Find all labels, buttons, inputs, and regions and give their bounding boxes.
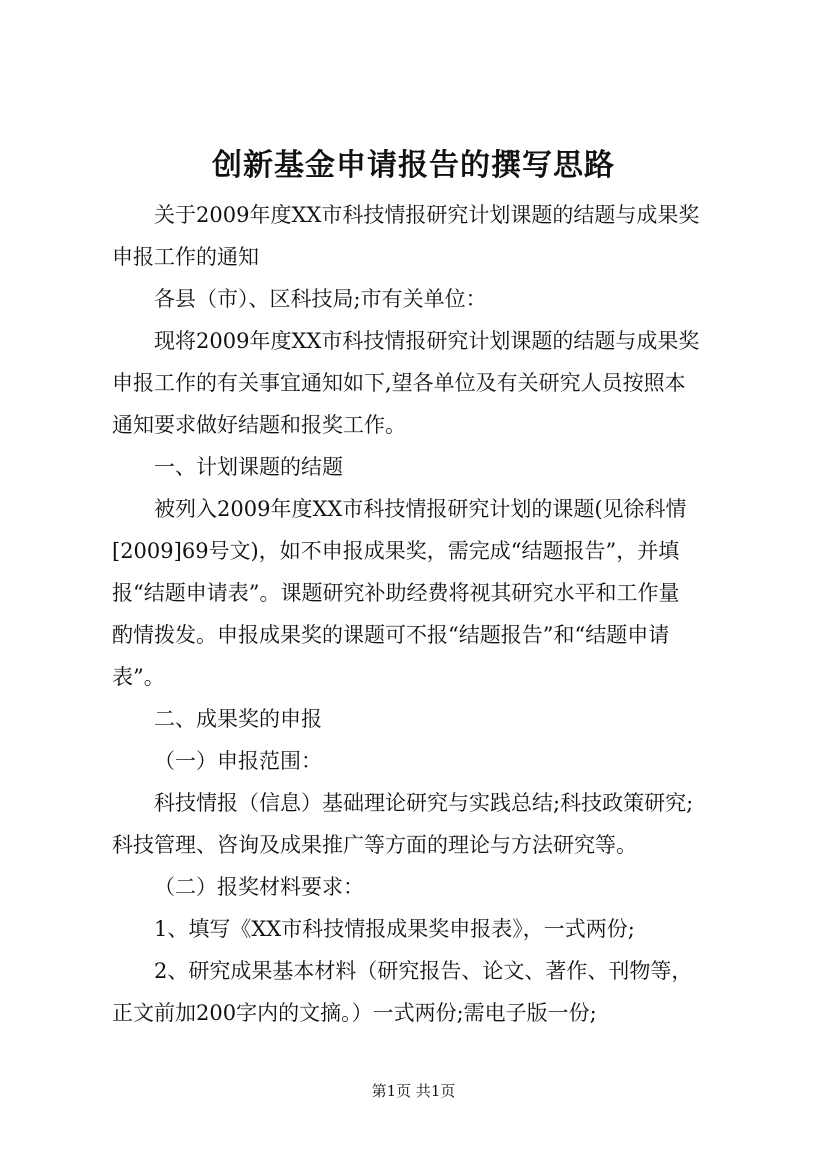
intro-line-1: 现将2009年度XX市科技情报研究计划课题的结题与成果奖 — [154, 329, 700, 353]
section-heading-1: 一、计划课题的结题 — [154, 455, 343, 479]
section1-line-2: [2009]69号文)，如不申报成果奖，需完成“结题报告”，并填 — [112, 539, 680, 563]
notice-heading-line-2: 申报工作的通知 — [112, 245, 259, 269]
section1-line-3: 报“结题申请表”。课题研究补助经费将视其研究水平和工作量 — [112, 581, 680, 605]
page-footer: 第1页 共1页 — [371, 1082, 456, 1100]
scope-line-1: 科技情报（信息）基础理论研究与实践总结;科技政策研究; — [154, 791, 694, 815]
requirement-item-2-line-1: 2、研究成果基本材料（研究报告、论文、著作、刊物等， — [154, 959, 693, 983]
document-title: 创新基金申请报告的撰写思路 — [212, 148, 615, 183]
intro-line-3: 通知要求做好结题和报奖工作。 — [112, 413, 406, 437]
section1-line-5: 表”。 — [112, 665, 165, 689]
section1-line-1: 被列入2009年度XX市科技情报研究计划的课题(见徐科情 — [154, 497, 687, 521]
notice-heading-line-1: 关于2009年度XX市科技情报研究计划课题的结题与成果奖 — [154, 203, 700, 227]
subsection-heading-1: （一）申报范围： — [154, 749, 322, 773]
intro-line-2: 申报工作的有关事宜通知如下,望各单位及有关研究人员按照本 — [112, 371, 686, 395]
requirement-item-2-line-2: 正文前加200字内的文摘。）一式两份;需电子版一份; — [112, 1001, 597, 1025]
section1-line-4: 酌情拨发。申报成果奖的课题可不报“结题报告”和“结题申请 — [112, 623, 670, 647]
salutation: 各县（市）、区科技局;市有关单位： — [154, 287, 487, 311]
section-heading-2: 二、成果奖的申报 — [154, 707, 322, 731]
requirement-item-1: 1、填写《XX市科技情报成果奖申报表》，一式两份; — [154, 917, 635, 941]
subsection-heading-2: （二）报奖材料要求： — [154, 875, 364, 899]
scope-line-2: 科技管理、咨询及成果推广等方面的理论与方法研究等。 — [112, 833, 637, 857]
document-body — [112, 194, 732, 1034]
